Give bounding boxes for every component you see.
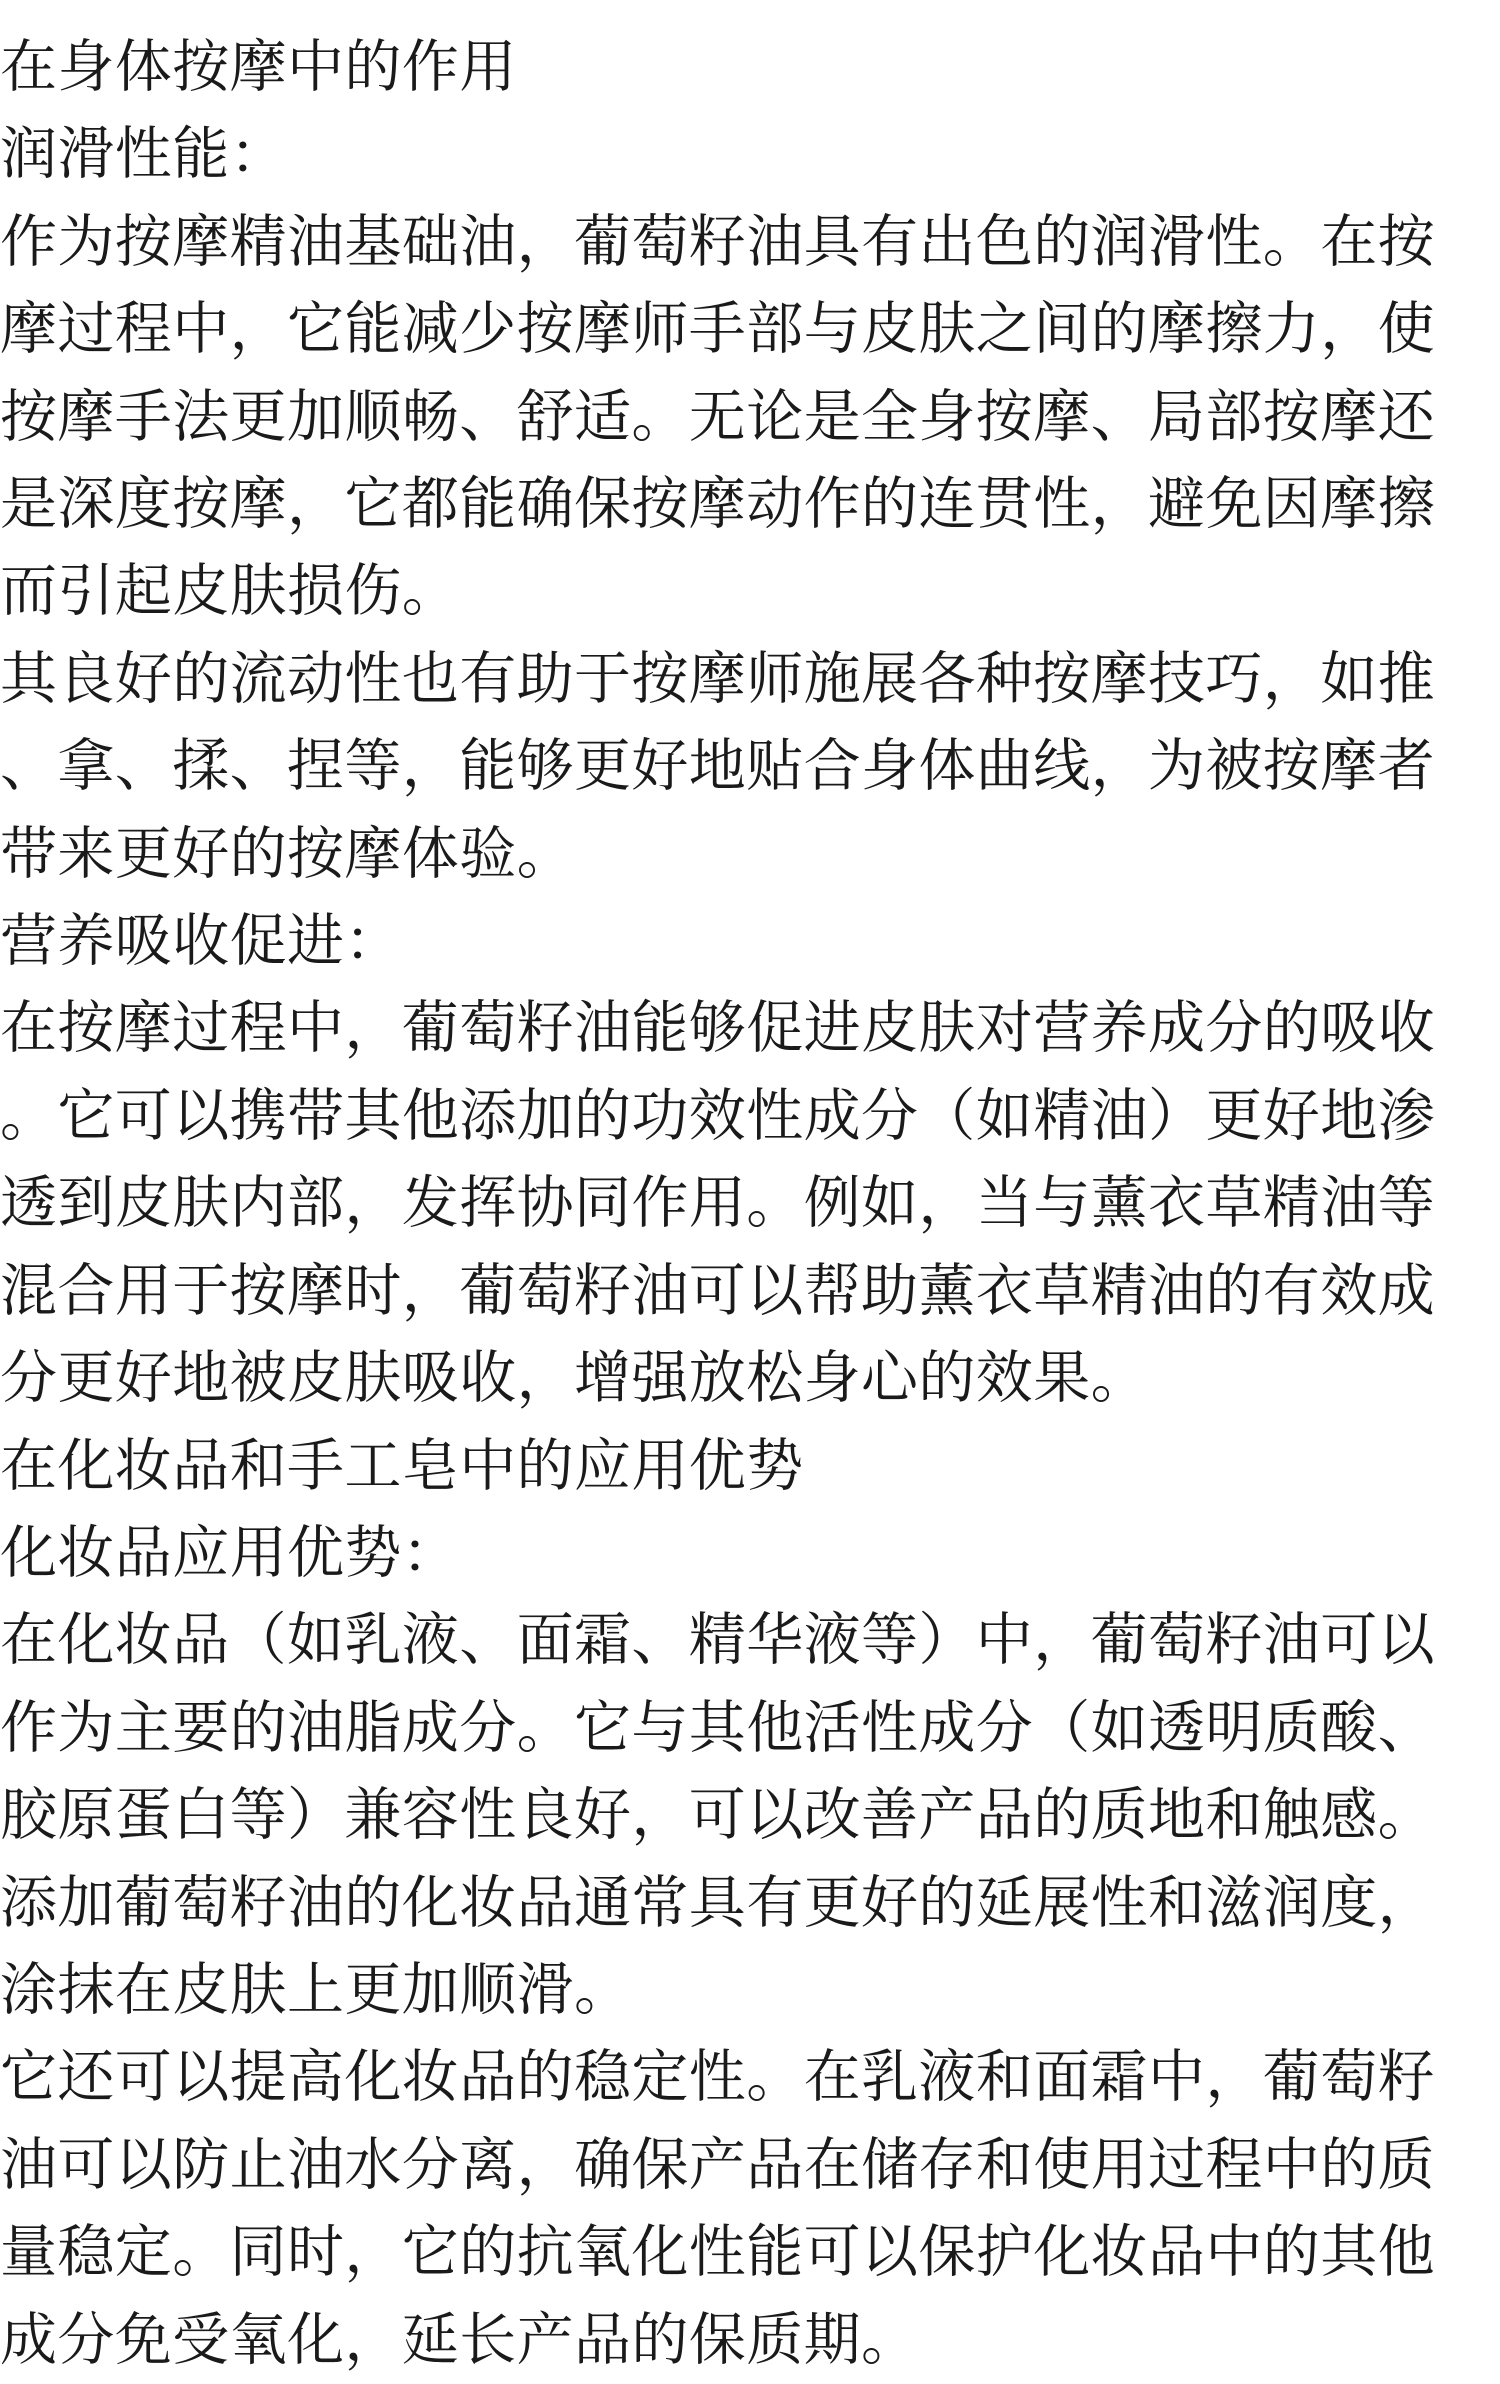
- paragraph-line: 量稳定。同时，它的抗氧化性能可以保护化妆品中的其他: [0, 2219, 1435, 2286]
- paragraph-line: 在化妆品（如乳液、面霜、精华液等）中，葡萄籽油可以: [0, 1607, 1435, 1674]
- paragraph-line: 而引起皮肤损伤。: [0, 558, 460, 625]
- paragraph-line: 按摩手法更加顺畅、舒适。无论是全身按摩、局部按摩还: [0, 383, 1435, 450]
- paragraph-line: 胶原蛋白等）兼容性良好，可以改善产品的质地和触感。: [0, 1782, 1435, 1849]
- paragraph-line: 涂抹在皮肤上更加顺滑。: [0, 1956, 632, 2023]
- paragraph-line-cut-off: 成分免受氧化，延长产品的保质期。: [0, 2306, 919, 2373]
- paragraph-line: 在按摩过程中，葡萄籽油能够促进皮肤对营养成分的吸收: [0, 995, 1435, 1062]
- article-body: [0, 24, 1450, 2384]
- paragraph-line: 分更好地被皮肤吸收，增强放松身心的效果。: [0, 1345, 1148, 1412]
- paragraph-line: 、拿、揉、捏等，能够更好地贴合身体曲线，为被按摩者: [0, 733, 1435, 800]
- paragraph-line: 油可以防止油水分离，确保产品在储存和使用过程中的质: [0, 2131, 1435, 2198]
- paragraph-line: 摩过程中，它能减少按摩师手部与皮肤之间的摩擦力，使: [0, 296, 1435, 363]
- paragraph-line: 透到皮肤内部，发挥协同作用。例如，当与薰衣草精油等: [0, 1170, 1435, 1237]
- subheading-nutrient-absorption: 营养吸收促进：: [0, 908, 402, 975]
- paragraph-line: 。它可以携带其他添加的功效性成分（如精油）更好地渗: [0, 1082, 1435, 1149]
- paragraph-line: 其良好的流动性也有助于按摩师施展各种按摩技巧，如推: [0, 645, 1435, 712]
- subheading-lubrication: 润滑性能：: [0, 121, 287, 188]
- section-heading-cosmetics-soap: 在化妆品和手工皂中的应用优势: [0, 1432, 804, 1499]
- paragraph-line: 它还可以提高化妆品的稳定性。在乳液和面霜中，葡萄籽: [0, 2044, 1435, 2111]
- paragraph-line: 作为按摩精油基础油，葡萄籽油具有出色的润滑性。在按: [0, 208, 1435, 275]
- section-heading-massage: 在身体按摩中的作用: [0, 34, 517, 100]
- paragraph-line: 混合用于按摩时，葡萄籽油可以帮助薰衣草精油的有效成: [0, 1257, 1435, 1324]
- paragraph-line: 带来更好的按摩体验。: [0, 820, 574, 887]
- paragraph-line: 是深度按摩，它都能确保按摩动作的连贯性，避免因摩擦: [0, 471, 1435, 538]
- paragraph-line: 作为主要的油脂成分。它与其他活性成分（如透明质酸、: [0, 1694, 1435, 1761]
- subheading-cosmetics-advantages: 化妆品应用优势：: [0, 1519, 460, 1586]
- paragraph-line: 添加葡萄籽油的化妆品通常具有更好的延展性和滋润度，: [0, 1869, 1435, 1936]
